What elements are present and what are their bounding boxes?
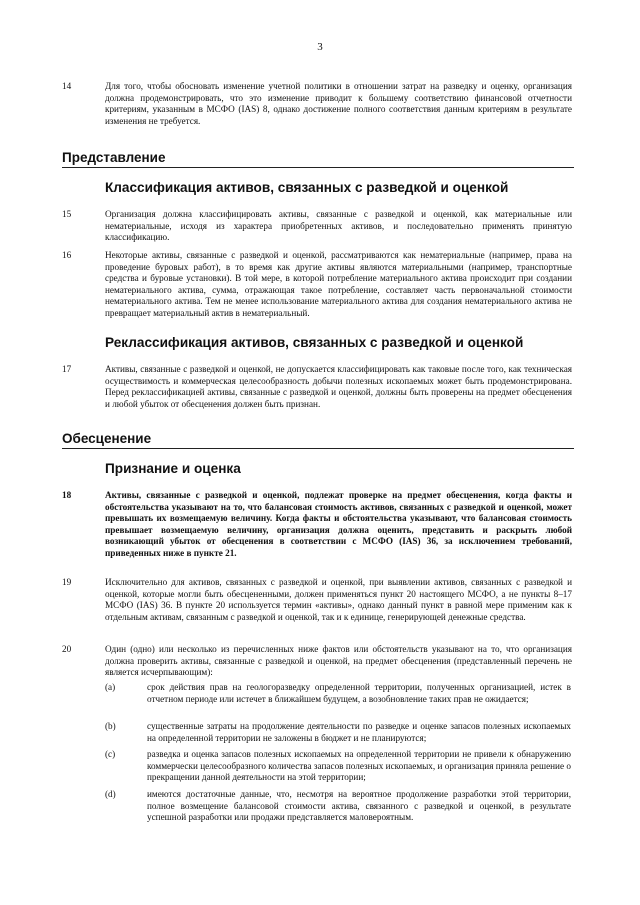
- paragraph-number: 19: [62, 577, 72, 587]
- paragraph-text: Активы, связанные с разведкой и оценкой, не допускается классифицировать как таковые после того, как техническая осуществимость и коммерческая целесообразность добычи полезных ископаемых может быть продемонстрирована. Перед реклассификацией активы, связанные с разведкой и оценкой, должны быть проверены на предмет обесценения и любой убыток от обесценения должен быть признан.: [105, 364, 572, 409]
- paragraph-text: Исключительно для активов, связанных с разведкой и оценкой, при выявлении активов, связанных с разведкой и оценкой, которые могли быть обесцененными, должен применяться пункт 20 настоящего МСФО, а не пункты 8–17 МСФО (IAS) 36. В пункте 20 используется термин «активы», однако данный пункт в равной мере применим как к отдельным активам, связанным с разведкой и оценкой, так и к единице, генерирующей денежные средства.: [105, 577, 572, 622]
- paragraph-text: Организация должна классифицировать активы, связанные с разведкой и оценкой, как материальные или нематериальные, исходя из характера приобретенных активов, и последовательно применять принятую классификацию.: [105, 209, 572, 243]
- paragraph-number: 18: [62, 490, 72, 500]
- paragraph-number: 17: [62, 364, 72, 374]
- list-item: [105, 749, 571, 784]
- paragraph-number: 16: [62, 250, 72, 260]
- list-item-label: (b): [105, 721, 116, 731]
- paragraph-16: [62, 250, 572, 320]
- paragraph-text: Один (одно) или несколько из перечисленных ниже фактов или обстоятельств указывают на то, что организация должна проверить активы, связанные с разведкой и оценкой, на предмет обесценения (представленный перечень не является исчерпывающим):: [105, 644, 572, 678]
- paragraph-text: Некоторые активы, связанные с разведкой и оценкой, рассматриваются как нематериальные (например, права на проведение буровых работ), в то время как другие активы являются материальными (например, транспортные средства и буровые установки). В той мере, в которой потребление материального актива происходит при создании нематериального актива, сумма, отражающая такое потребление, составляет часть первоначальной стоимости нематериального актива. Тем не менее использование материального актива для создания нематериального актива не превращает материальный актив в нематериальный.: [105, 250, 572, 318]
- list-item-text: срок действия прав на геологоразведку определенной территории, полученных организацией, истек в отчетном периоде или истечет в ближайшем будущем, а возобновление таких прав не ожидается;: [147, 682, 571, 704]
- list-item-label: (d): [105, 789, 116, 799]
- paragraph-15: [62, 209, 572, 244]
- paragraph-17: [62, 364, 572, 410]
- paragraph-20: [62, 644, 572, 679]
- paragraph-18: [62, 490, 572, 560]
- subheading-reclassification: Реклассификация активов, связанных с разведкой и оценкой: [105, 335, 524, 350]
- list-item-label: (c): [105, 749, 116, 759]
- paragraph-number: 20: [62, 644, 72, 654]
- paragraph-text: Для того, чтобы обосновать изменение учетной политики в отношении затрат на разведку и оценку, организация должна продемонстрировать, что это изменение приводит к большему соответствию финансовой отчетности критериям, указанным в МСФО (IAS) 8, однако достижение полного соответствия данным критериям в результате изменения не требуется.: [105, 81, 572, 126]
- list-item-label: (a): [105, 682, 116, 692]
- list-item-text: имеются достаточные данные, что, несмотря на вероятное продолжение разработки этой территории, полное возмещение балансовой стоимости актива, связанного с разведкой и оценкой, в результате успешной разработки или продажи представляется маловероятным.: [147, 789, 571, 823]
- list-item: [105, 789, 571, 824]
- list-item: [105, 721, 571, 744]
- paragraph-text: Активы, связанные с разведкой и оценкой, подлежат проверке на предмет обесценения, когда факты и обстоятельства указывают на то, что балансовая стоимость активов, связанных с разведкой и оценкой, может превышать их возмещаемую величину. Когда факты и обстоятельства указывают, что балансовая стоимость превышает возмещаемую величину, организация должна оценить, представить и раскрыть любой возникающий убыток от обесценения в соответствии с МСФО (IAS) 36, за исключением требований, приведенных ниже в пункте 21.: [105, 490, 572, 558]
- page-number: 3: [317, 41, 323, 53]
- subheading-recognition: Признание и оценка: [105, 461, 241, 476]
- list-item-text: разведка и оценка запасов полезных ископаемых на определенной территории не привели к обнаружению коммерчески целесообразного количества запасов полезных ископаемых, и организация приняла решение о прекращении данной деятельности на этой территории;: [147, 749, 571, 783]
- paragraph-14: [62, 81, 572, 127]
- section-heading-impairment: Обесценение: [62, 431, 574, 449]
- list-item-text: существенные затраты на продолжение деятельности по разведке и оценке запасов полезных ископаемых на определенной территории не заложены в бюджет и не планируются;: [147, 721, 571, 743]
- paragraph-number: 15: [62, 209, 72, 219]
- paragraph-19: [62, 577, 572, 623]
- list-item: [105, 682, 571, 705]
- subheading-classification: Классификация активов, связанных с разведкой и оценкой: [105, 180, 509, 195]
- paragraph-number: 14: [62, 81, 72, 91]
- section-heading-presentation: Представление: [62, 150, 574, 168]
